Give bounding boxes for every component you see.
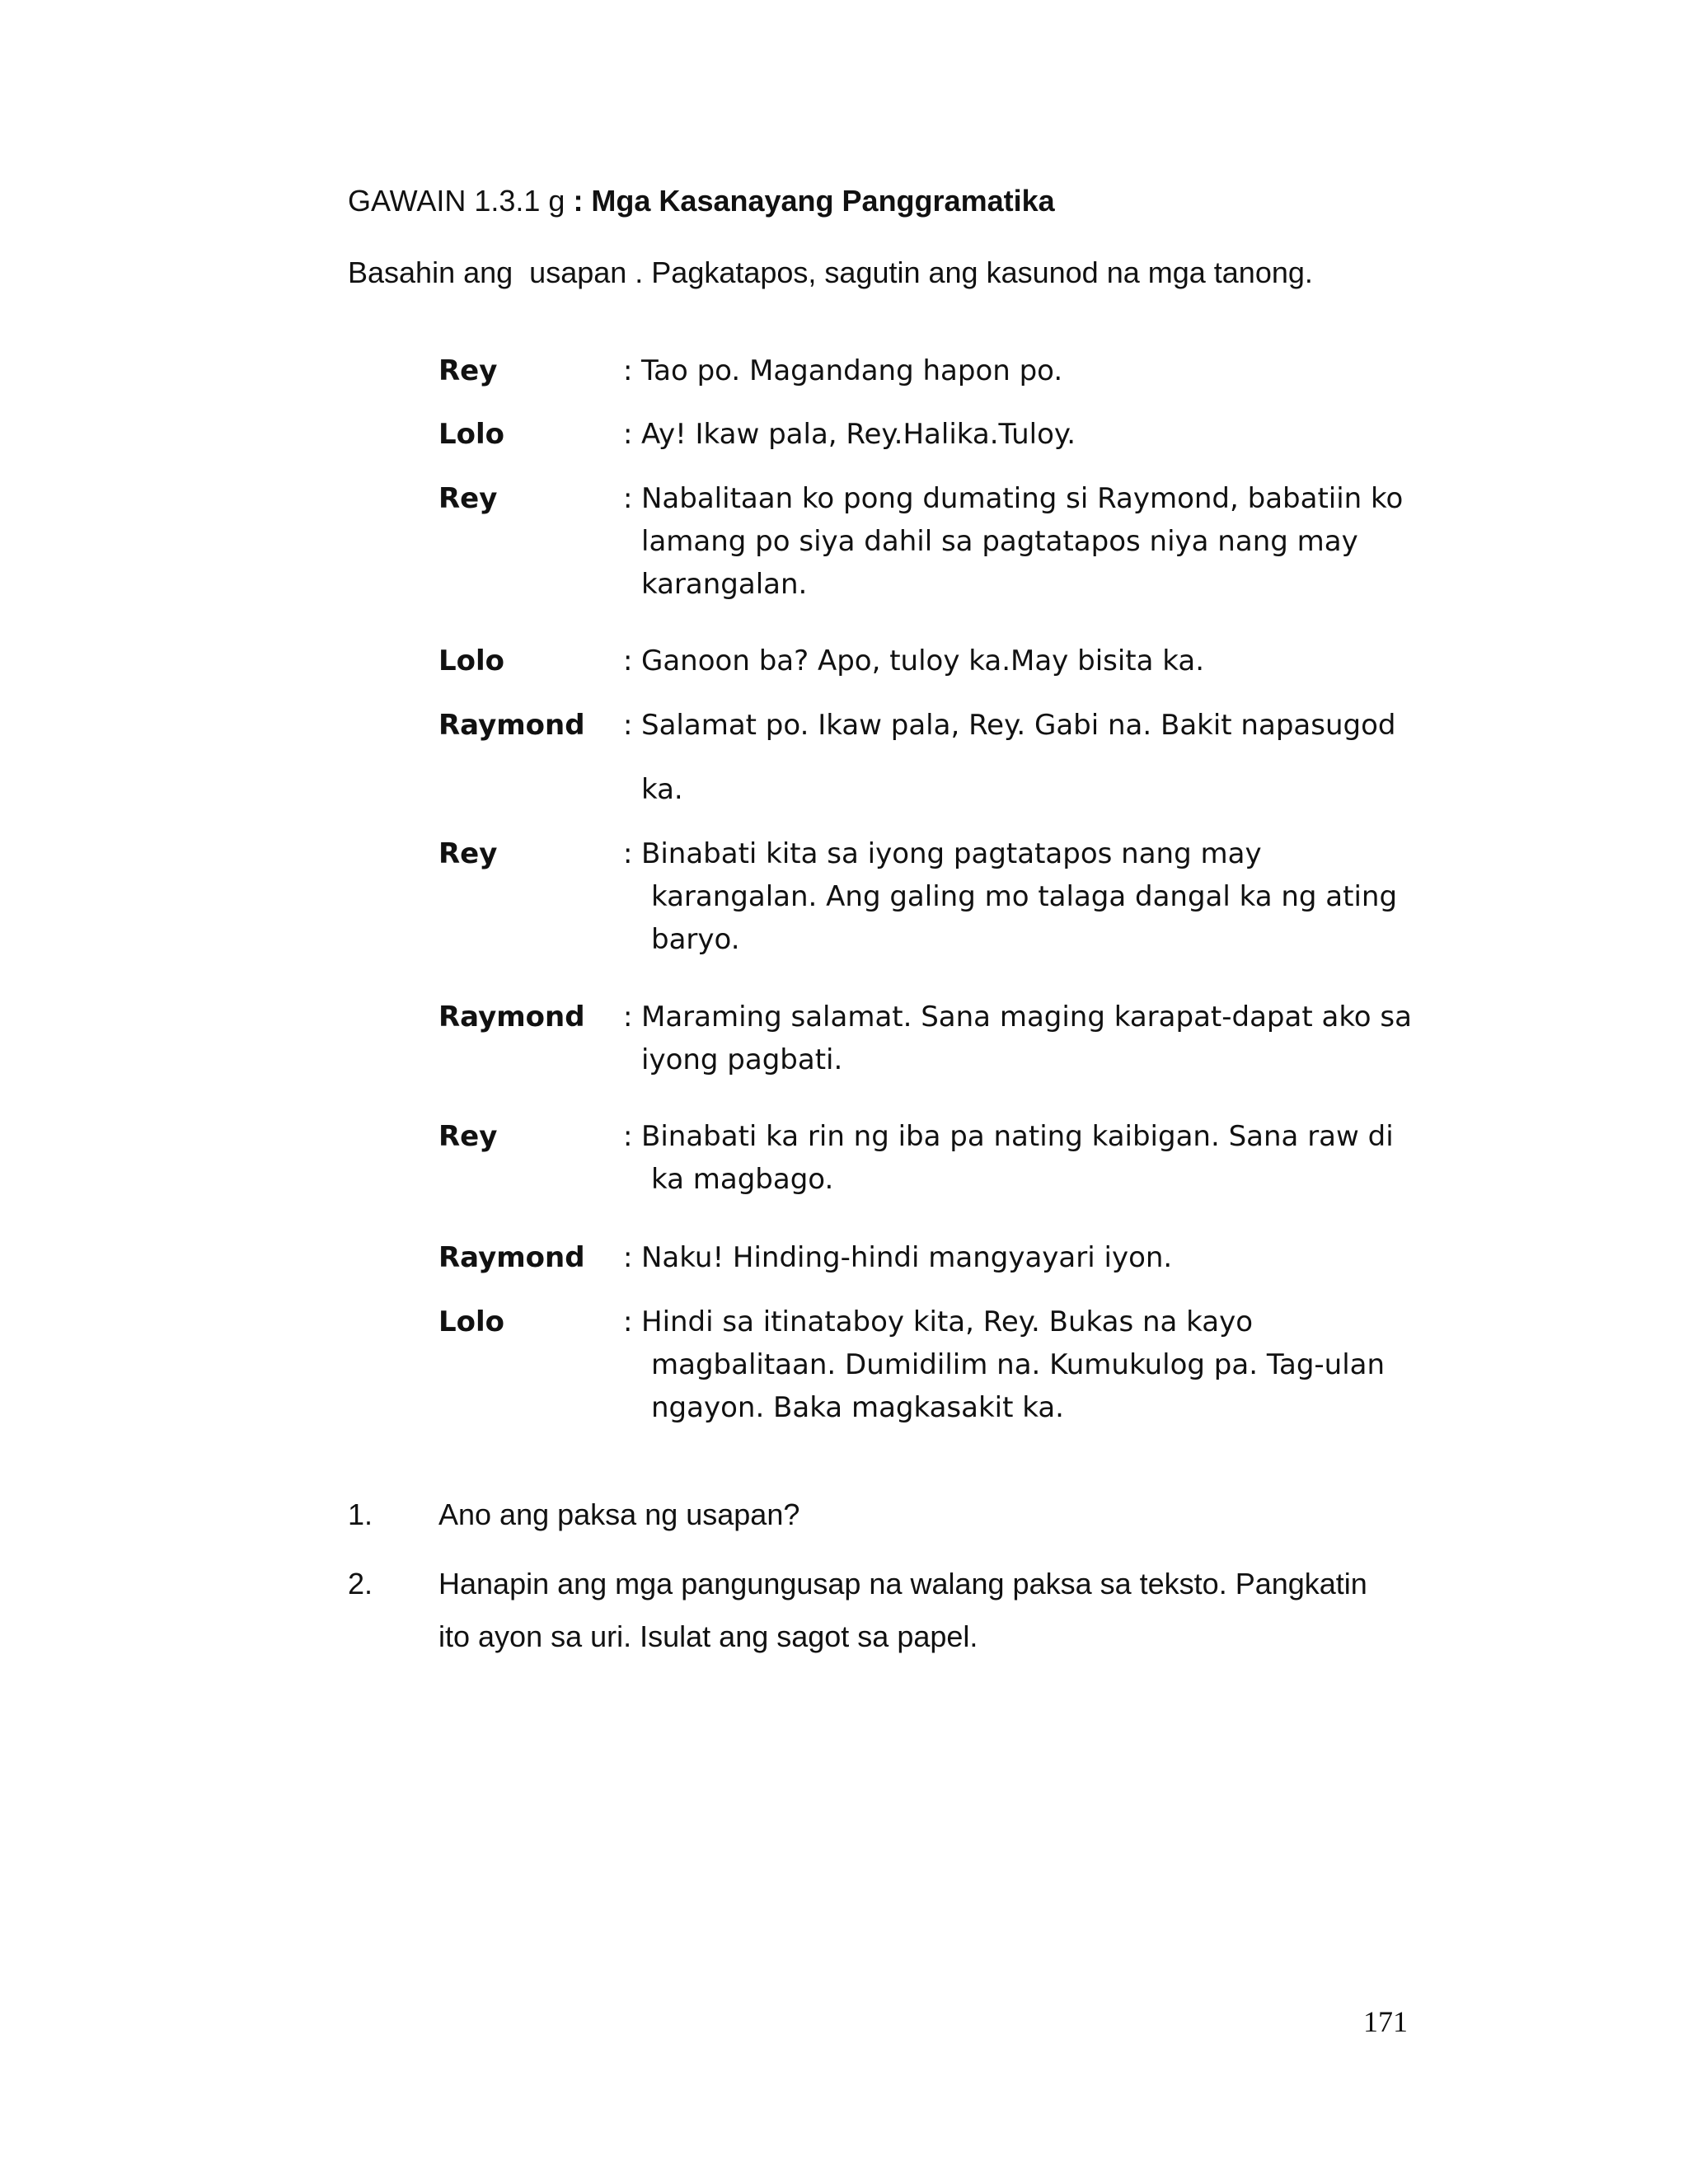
speaker-colon: : — [623, 1001, 633, 1033]
speaker-colon: : — [623, 1241, 633, 1274]
speech-line: karangalan. Ang galing mo talaga dangal ka ng ating — [651, 880, 1398, 913]
speech-line: Maraming salamat. Sana maging karapat-dapat ako sa — [641, 1001, 1412, 1033]
speech-text — [641, 1236, 1432, 1279]
speaker-name: Rey — [438, 354, 498, 387]
page-number: 171 — [1363, 2005, 1408, 2038]
speaker-name: Raymond — [438, 1241, 585, 1274]
question-text — [438, 1488, 799, 1541]
speech-line: Tao po. Magandang hapon po. — [641, 354, 1063, 387]
speech-text — [641, 704, 1432, 811]
speech-line: ngayon. Baka magkasakit ka. — [651, 1391, 1064, 1424]
speech-text — [641, 413, 1432, 456]
question-text — [438, 1558, 1367, 1663]
speech-line: lamang po siya dahil sa pagtatapos niya nang may — [641, 525, 1358, 558]
speech-text — [641, 1115, 1432, 1201]
speech-line: Ay! Ikaw pala, Rey.Halika.Tuloy. — [641, 418, 1076, 451]
instruction-text: Basahin ang usapan . Pagkatapos, sagutin ang kasunod na mga tanong. — [348, 255, 1313, 289]
speaker-colon: : — [623, 644, 633, 677]
question-number: 2. — [348, 1567, 373, 1601]
speech-line: baryo. — [651, 923, 740, 956]
speech-line: iyong pagbati. — [641, 1043, 843, 1076]
speech-text — [641, 1301, 1432, 1429]
question-line: ito ayon sa uri. Isulat ang sagot sa papel. — [438, 1619, 978, 1653]
speech-text — [641, 832, 1432, 961]
speech-line: Naku! Hinding-hindi mangyayari iyon. — [641, 1241, 1173, 1274]
question-line: Hanapin ang mga pangungusap na walang paksa sa teksto. Pangkatin — [438, 1567, 1367, 1601]
speaker-colon: : — [623, 1120, 633, 1153]
speaker-name: Raymond — [438, 1001, 585, 1033]
activity-title: : Mga Kasanayang Panggramatika — [573, 184, 1055, 218]
speaker-name: Lolo — [438, 1305, 505, 1338]
speaker-colon: : — [623, 354, 633, 387]
speaker-colon: : — [623, 1305, 633, 1338]
speech-line: Salamat po. Ikaw pala, Rey. Gabi na. Bakit napasugod — [641, 709, 1396, 742]
speaker-name: Raymond — [438, 709, 585, 742]
speaker-name: Lolo — [438, 418, 505, 451]
activity-heading — [348, 180, 1055, 223]
speaker-name: Rey — [438, 1120, 498, 1153]
speech-line: ka. — [641, 773, 683, 806]
speech-text — [641, 996, 1432, 1081]
speech-line: karangalan. — [641, 568, 808, 601]
speech-line: Nabalitaan ko pong dumating si Raymond, babatiin ko — [641, 482, 1404, 515]
speech-line: Binabati ka rin ng iba pa nating kaibigan. Sana raw di — [641, 1120, 1394, 1153]
activity-code: GAWAIN 1.3.1 g — [348, 184, 574, 218]
speech-line: Ganoon ba? Apo, tuloy ka.May bisita ka. — [641, 644, 1205, 677]
speech-line: ka magbago. — [651, 1163, 834, 1196]
speech-line: Binabati kita sa iyong pagtatapos nang may — [641, 837, 1262, 870]
speech-text — [641, 640, 1432, 682]
question-number: 1. — [348, 1497, 373, 1531]
speech-line: Hindi sa itinataboy kita, Rey. Bukas na kayo — [641, 1305, 1254, 1338]
question-line: Ano ang paksa ng usapan? — [438, 1497, 800, 1531]
speaker-colon: : — [623, 709, 633, 742]
speaker-colon: : — [623, 482, 633, 515]
speech-text — [641, 349, 1432, 392]
speaker-colon: : — [623, 418, 633, 451]
speaker-name: Lolo — [438, 644, 505, 677]
speaker-name: Rey — [438, 482, 498, 515]
speaker-name: Rey — [438, 837, 498, 870]
speaker-colon: : — [623, 837, 633, 870]
speech-text — [641, 477, 1432, 606]
speech-line: magbalitaan. Dumidilim na. Kumukulog pa. Tag-ulan — [651, 1348, 1386, 1381]
